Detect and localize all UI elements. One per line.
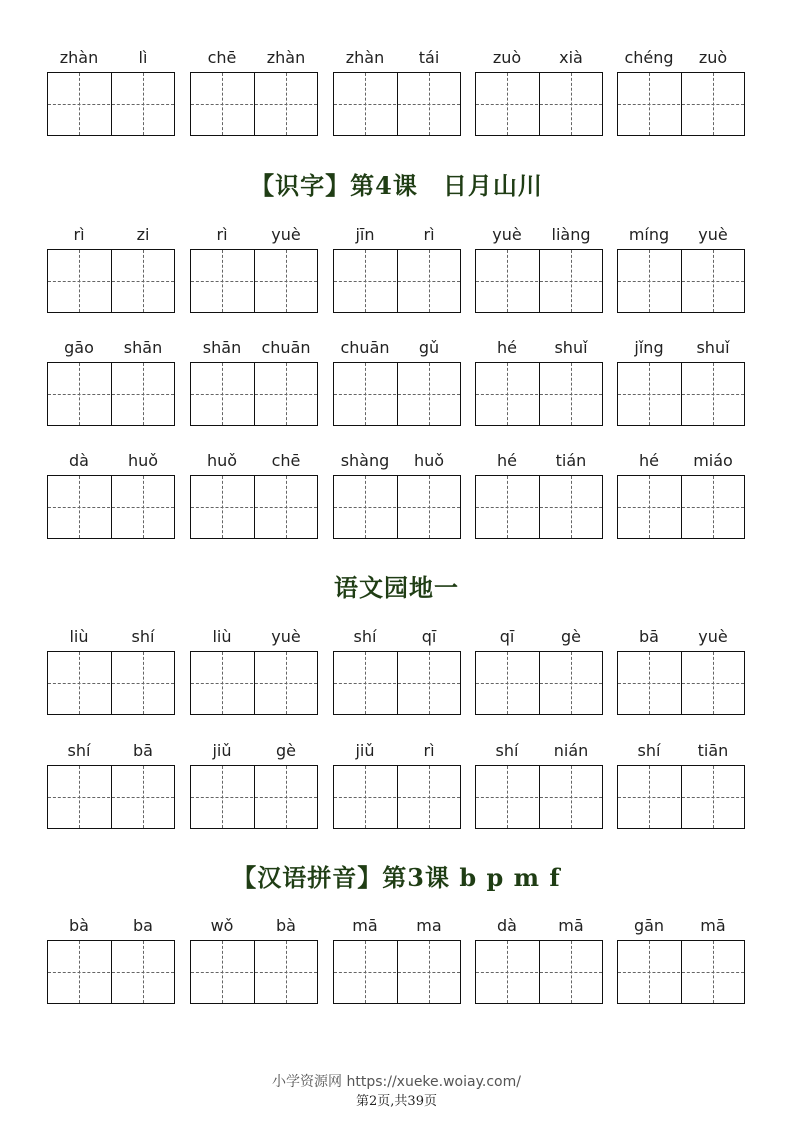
writing-grid-box[interactable] <box>475 765 603 829</box>
grid-guide-line <box>507 766 508 828</box>
grid-guide-line <box>222 250 223 312</box>
pinyin-label: bā <box>639 627 659 646</box>
word-item <box>190 741 320 841</box>
writing-grid-box[interactable] <box>333 651 461 715</box>
grid-guide-line <box>507 652 508 714</box>
grid-guide-line <box>507 250 508 312</box>
grid-guide-line <box>143 652 144 714</box>
grid-guide-line <box>649 476 650 538</box>
grid-guide-line <box>48 281 174 282</box>
grid-guide-line <box>48 394 174 395</box>
grid-guide-line <box>334 104 460 105</box>
grid-guide-line <box>649 766 650 828</box>
grid-guide-line <box>713 363 714 425</box>
grid-guide-line <box>48 797 174 798</box>
word-item <box>475 225 605 325</box>
grid-guide-line <box>476 683 602 684</box>
grid-guide-line <box>429 941 430 1003</box>
pinyin-label: zhàn <box>59 48 99 67</box>
grid-guide-line <box>476 281 602 282</box>
grid-guide-line <box>334 797 460 798</box>
grid-guide-line <box>286 941 287 1003</box>
grid-guide-line <box>618 797 744 798</box>
pinyin-label: huǒ <box>206 451 238 470</box>
grid-guide-line <box>713 476 714 538</box>
pinyin-label: shí <box>67 741 91 760</box>
grid-guide-line <box>143 73 144 135</box>
grid-guide-line <box>79 363 80 425</box>
grid-guide-line <box>191 507 317 508</box>
pinyin-label: mā <box>352 916 378 935</box>
word-item <box>47 225 177 325</box>
grid-guide-line <box>143 941 144 1003</box>
section-heading: 【汉语拼音】第3课 b p m f <box>232 863 561 892</box>
pinyin-label: gè <box>561 627 581 646</box>
grid-guide-line <box>571 250 572 312</box>
grid-guide-line <box>222 766 223 828</box>
word-item <box>333 338 463 438</box>
grid-guide-line <box>507 476 508 538</box>
pinyin-label: xià <box>559 48 583 67</box>
grid-guide-line <box>571 363 572 425</box>
grid-guide-line <box>191 797 317 798</box>
grid-guide-line <box>429 476 430 538</box>
grid-guide-line <box>429 250 430 312</box>
pinyin-label: yuè <box>492 225 522 244</box>
pinyin-label: shān <box>123 338 163 357</box>
word-item <box>333 451 463 551</box>
writing-grid-box[interactable] <box>475 475 603 539</box>
grid-guide-line <box>429 766 430 828</box>
word-item <box>617 451 747 551</box>
pinyin-label: bà <box>69 916 89 935</box>
writing-grid-box[interactable] <box>617 72 745 136</box>
grid-guide-line <box>286 250 287 312</box>
writing-grid-box[interactable] <box>617 362 745 426</box>
writing-grid-box[interactable] <box>475 72 603 136</box>
grid-guide-line <box>365 766 366 828</box>
word-item <box>333 741 463 841</box>
grid-guide-line <box>143 476 144 538</box>
grid-guide-line <box>79 476 80 538</box>
pinyin-label: chē <box>271 451 301 470</box>
writing-grid-box[interactable] <box>190 362 318 426</box>
grid-guide-line <box>429 73 430 135</box>
pinyin-label: gǔ <box>418 338 440 357</box>
grid-guide-line <box>191 683 317 684</box>
pinyin-label: shàng <box>340 451 390 470</box>
pinyin-label: zuò <box>492 48 522 67</box>
grid-guide-line <box>191 104 317 105</box>
grid-guide-line <box>507 941 508 1003</box>
grid-guide-line <box>334 683 460 684</box>
writing-grid-box[interactable] <box>190 475 318 539</box>
word-item <box>47 916 177 1016</box>
grid-guide-line <box>286 766 287 828</box>
word-item <box>190 451 320 551</box>
pinyin-label: bà <box>276 916 296 935</box>
grid-guide-line <box>334 394 460 395</box>
word-item <box>475 48 605 148</box>
writing-grid-box[interactable] <box>475 940 603 1004</box>
pinyin-label: mā <box>700 916 726 935</box>
grid-guide-line <box>334 281 460 282</box>
pinyin-label: tiān <box>697 741 729 760</box>
pinyin-label: chéng <box>624 48 674 67</box>
grid-guide-line <box>48 683 174 684</box>
pinyin-label: qī <box>421 627 437 646</box>
grid-guide-line <box>48 104 174 105</box>
pinyin-label: hé <box>497 338 517 357</box>
word-item <box>617 338 747 438</box>
pinyin-label: yuè <box>271 627 301 646</box>
grid-guide-line <box>143 363 144 425</box>
word-item <box>333 48 463 148</box>
word-item <box>47 627 177 727</box>
pinyin-label: gè <box>276 741 296 760</box>
grid-guide-line <box>507 363 508 425</box>
grid-guide-line <box>476 104 602 105</box>
pinyin-label: shuǐ <box>554 338 588 357</box>
writing-grid-box[interactable] <box>617 249 745 313</box>
grid-guide-line <box>476 507 602 508</box>
pinyin-label: jiǔ <box>355 741 375 760</box>
grid-guide-line <box>365 476 366 538</box>
writing-grid-box[interactable] <box>333 362 461 426</box>
grid-guide-line <box>649 250 650 312</box>
word-item <box>47 48 177 148</box>
grid-guide-line <box>79 766 80 828</box>
writing-grid-box[interactable] <box>617 765 745 829</box>
pinyin-label: wǒ <box>210 916 234 935</box>
grid-guide-line <box>649 363 650 425</box>
grid-guide-line <box>713 766 714 828</box>
grid-guide-line <box>365 363 366 425</box>
word-row <box>0 627 793 727</box>
word-item <box>617 916 747 1016</box>
grid-guide-line <box>334 507 460 508</box>
grid-guide-line <box>713 73 714 135</box>
pinyin-label: liù <box>212 627 232 646</box>
pinyin-label: rì <box>423 225 435 244</box>
word-item <box>617 225 747 325</box>
grid-guide-line <box>618 507 744 508</box>
word-item <box>47 741 177 841</box>
grid-guide-line <box>222 73 223 135</box>
pinyin-label: tái <box>418 48 440 67</box>
pinyin-label: nián <box>553 741 589 760</box>
writing-grid-box[interactable] <box>333 765 461 829</box>
writing-grid-box[interactable] <box>333 475 461 539</box>
grid-guide-line <box>713 941 714 1003</box>
grid-guide-line <box>191 394 317 395</box>
word-item <box>47 451 177 551</box>
pinyin-label: dà <box>497 916 517 935</box>
pinyin-label: chuān <box>340 338 390 357</box>
pinyin-label: rì <box>73 225 85 244</box>
word-row <box>0 451 793 551</box>
grid-guide-line <box>79 250 80 312</box>
pinyin-label: hé <box>497 451 517 470</box>
grid-guide-line <box>286 476 287 538</box>
grid-guide-line <box>79 941 80 1003</box>
pinyin-label: ba <box>133 916 153 935</box>
grid-guide-line <box>429 652 430 714</box>
pinyin-label: huǒ <box>413 451 445 470</box>
grid-guide-line <box>79 73 80 135</box>
pinyin-label: zi <box>136 225 150 244</box>
word-item <box>47 338 177 438</box>
pinyin-label: rì <box>216 225 228 244</box>
pinyin-label: míng <box>628 225 670 244</box>
grid-guide-line <box>649 652 650 714</box>
writing-grid-box[interactable] <box>190 249 318 313</box>
grid-guide-line <box>571 766 572 828</box>
writing-grid-box[interactable] <box>47 475 175 539</box>
writing-grid-box[interactable] <box>617 651 745 715</box>
pinyin-label: zuò <box>698 48 728 67</box>
pinyin-label: shí <box>495 741 519 760</box>
pinyin-label: tián <box>555 451 587 470</box>
writing-grid-box[interactable] <box>475 249 603 313</box>
grid-guide-line <box>476 797 602 798</box>
pinyin-label: jǐng <box>634 338 664 357</box>
grid-guide-line <box>222 941 223 1003</box>
grid-guide-line <box>618 683 744 684</box>
word-item <box>190 627 320 727</box>
grid-guide-line <box>191 281 317 282</box>
pinyin-label: lì <box>138 48 148 67</box>
writing-grid-box[interactable] <box>47 765 175 829</box>
word-row <box>0 916 793 1016</box>
writing-grid-box[interactable] <box>190 765 318 829</box>
pinyin-label: zhàn <box>345 48 385 67</box>
grid-guide-line <box>286 73 287 135</box>
writing-grid-box[interactable] <box>333 940 461 1004</box>
pinyin-label: miáo <box>693 451 733 470</box>
pinyin-label: shān <box>202 338 242 357</box>
grid-guide-line <box>713 652 714 714</box>
pinyin-label: yuè <box>698 225 728 244</box>
grid-guide-line <box>649 73 650 135</box>
pinyin-label: shuǐ <box>696 338 730 357</box>
pinyin-label: gān <box>633 916 665 935</box>
pinyin-label: rì <box>423 741 435 760</box>
grid-guide-line <box>222 476 223 538</box>
footer-page-number: 第2页,共39页 <box>356 1094 437 1109</box>
grid-guide-line <box>48 507 174 508</box>
pinyin-label: jiǔ <box>212 741 232 760</box>
grid-guide-line <box>618 972 744 973</box>
grid-guide-line <box>618 104 744 105</box>
grid-guide-line <box>286 363 287 425</box>
grid-guide-line <box>476 394 602 395</box>
writing-grid-box[interactable] <box>190 72 318 136</box>
writing-grid-box[interactable] <box>333 249 461 313</box>
pinyin-label: chuān <box>261 338 311 357</box>
grid-guide-line <box>649 941 650 1003</box>
grid-guide-line <box>222 363 223 425</box>
writing-grid-box[interactable] <box>475 651 603 715</box>
pinyin-label: dà <box>69 451 89 470</box>
pinyin-label: hé <box>639 451 659 470</box>
pinyin-label: liàng <box>551 225 591 244</box>
grid-guide-line <box>476 972 602 973</box>
pinyin-label: huǒ <box>127 451 159 470</box>
pinyin-label: zhàn <box>266 48 306 67</box>
writing-grid-box[interactable] <box>47 362 175 426</box>
writing-grid-box[interactable] <box>190 940 318 1004</box>
writing-grid-box[interactable] <box>47 72 175 136</box>
writing-grid-box[interactable] <box>333 72 461 136</box>
section-heading: 语文园地一 <box>334 573 459 602</box>
pinyin-label: chē <box>207 48 237 67</box>
pinyin-label: shí <box>637 741 661 760</box>
pinyin-label: qī <box>499 627 515 646</box>
grid-guide-line <box>571 941 572 1003</box>
pinyin-label: liù <box>69 627 89 646</box>
pinyin-label: shí <box>131 627 155 646</box>
grid-guide-line <box>365 73 366 135</box>
pinyin-label: bā <box>133 741 153 760</box>
grid-guide-line <box>143 250 144 312</box>
grid-guide-line <box>48 972 174 973</box>
grid-guide-line <box>334 972 460 973</box>
grid-guide-line <box>507 73 508 135</box>
word-item <box>190 338 320 438</box>
word-item <box>617 627 747 727</box>
word-item <box>475 451 605 551</box>
grid-guide-line <box>618 281 744 282</box>
word-item <box>475 627 605 727</box>
grid-guide-line <box>713 250 714 312</box>
pinyin-label: gāo <box>64 338 94 357</box>
footer-site: 小学资源网 https://xueke.woiay.com/ <box>272 1074 521 1090</box>
word-item <box>333 627 463 727</box>
writing-grid-box[interactable] <box>475 362 603 426</box>
section-heading: 【识字】第4课 日月山川 <box>250 171 543 200</box>
word-item <box>333 225 463 325</box>
pinyin-label: yuè <box>698 627 728 646</box>
word-item <box>617 741 747 841</box>
word-row <box>0 338 793 438</box>
grid-guide-line <box>365 652 366 714</box>
word-item <box>190 916 320 1016</box>
writing-grid-box[interactable] <box>617 475 745 539</box>
writing-grid-box[interactable] <box>47 651 175 715</box>
word-item <box>190 48 320 148</box>
grid-guide-line <box>429 363 430 425</box>
grid-guide-line <box>365 941 366 1003</box>
word-item <box>333 916 463 1016</box>
word-item <box>475 916 605 1016</box>
grid-guide-line <box>286 652 287 714</box>
grid-guide-line <box>222 652 223 714</box>
word-row <box>0 225 793 325</box>
writing-grid-box[interactable] <box>617 940 745 1004</box>
word-item <box>190 225 320 325</box>
word-item <box>475 741 605 841</box>
grid-guide-line <box>618 394 744 395</box>
writing-grid-box[interactable] <box>47 249 175 313</box>
pinyin-label: mā <box>558 916 584 935</box>
pinyin-label: jīn <box>355 225 375 244</box>
pinyin-label: shí <box>353 627 377 646</box>
word-item <box>475 338 605 438</box>
grid-guide-line <box>79 652 80 714</box>
writing-grid-box[interactable] <box>190 651 318 715</box>
word-item <box>617 48 747 148</box>
grid-guide-line <box>143 766 144 828</box>
grid-guide-line <box>571 73 572 135</box>
grid-guide-line <box>571 652 572 714</box>
pinyin-label: ma <box>416 916 442 935</box>
word-row <box>0 741 793 841</box>
word-row <box>0 48 793 148</box>
writing-grid-box[interactable] <box>47 940 175 1004</box>
grid-guide-line <box>571 476 572 538</box>
grid-guide-line <box>191 972 317 973</box>
pinyin-label: yuè <box>271 225 301 244</box>
grid-guide-line <box>365 250 366 312</box>
